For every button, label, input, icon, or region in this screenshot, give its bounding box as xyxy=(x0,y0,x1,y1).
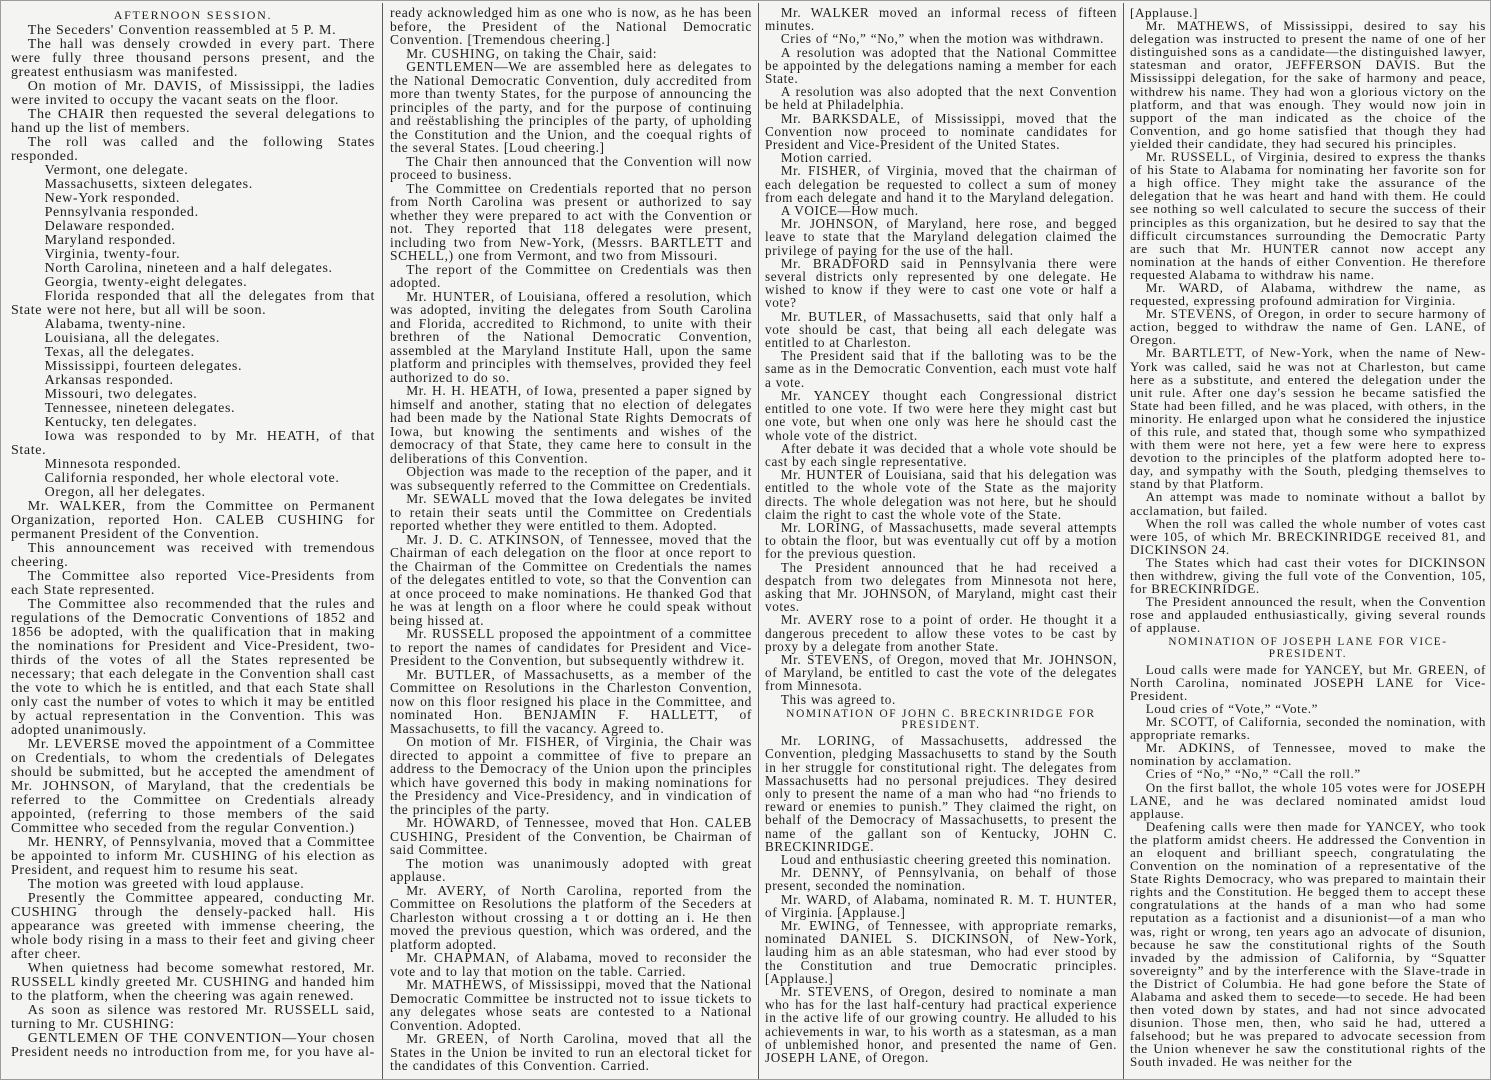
section-heading: NOMINATION OF JOHN C. BRECKINRIDGE FOR PRESIDENT. xyxy=(786,707,1096,731)
roll-call-item: Texas, all the delegates. xyxy=(44,345,195,361)
paragraph: An attempt was made to nominate without a ballot by acclamation, but failed. xyxy=(1130,489,1486,518)
paragraph: The motion was greeted with loud applause. xyxy=(27,877,305,893)
article-column-3 xyxy=(765,6,1117,1075)
roll-call-item: North Carolina, nineteen and a half delegates. xyxy=(44,261,333,277)
paragraph: Loud cries of “Vote,” “Vote.” xyxy=(1145,700,1319,716)
paragraph: The hall was densely crowded in every part. There were fully three thousand persons present, and the greatest enthusiasm was manifested. xyxy=(11,37,375,81)
paragraph: The Committee also recommended that the rules and regulations of the Democratic Conventions of 1852 and 1856 be adopted, with the qualification that in making the nominations for President and Vice-President, two-thirds of the votes of all the States represented be necessary; that each delegate in the Convention shall cast the vote to which he is entitled, and that each State shall only cast the number of votes to which it may be entitled by actual representation in the Convention. This was adopted unanimously. xyxy=(11,597,375,739)
roll-call-item: Iowa was responded to by Mr. HEATH, of that State. xyxy=(11,429,375,459)
paragraph: Loud and enthusiastic cheering greeted this nomination. xyxy=(780,851,1112,867)
paragraph: The President said that if the balloting was to be the same as in the Democratic Convention, each must vote half a vote. xyxy=(765,348,1117,390)
roll-call-item: New-York responded. xyxy=(44,191,180,207)
paragraph: On motion of Mr. FISHER, of Virginia, the Chair was directed to appoint a committee of five to prepare an address to the Democracy of the Union upon the principles which have governed this body in making nominations for the Presidency and Vice-Presidency, and in vindication of the principles of the party. xyxy=(390,734,752,817)
paragraph: The motion was unanimously adopted with great applause. xyxy=(390,855,752,884)
paragraph: A resolution was also adopted that the next Convention be held at Philadelphia. xyxy=(765,84,1117,113)
roll-call-item: Massachusetts, sixteen delegates. xyxy=(44,177,253,193)
paragraph: Mr. CUSHING, on taking the Chair, said: xyxy=(406,45,658,61)
paragraph: On the first ballot, the whole 105 votes were for JOSEPH LANE, and he was declared nominated amidst loud applause. xyxy=(1130,779,1486,821)
paragraph-continuation: ready acknowledged him as one who is now, as he has been before, the President of the National Democratic Convention. [Tremendous cheering.] xyxy=(390,6,752,47)
paragraph: Mr. MATHEWS, of Mississippi, desired to say his delegation was instructed to present the name of one of her distinguished sons as a candidate—the distinguished lawyer, statesman and orator, JEFFERSON DAVIS. But the Mississippi delegation, for the sake of harmony and peace, withdrew his name. They had won a glorious victory on the platform, and that was enough. They would now join in support of the man indicated as the choice of the Convention, and go home satisfied that though they had yielded their candidate, they had secured his principles. xyxy=(1130,18,1486,151)
paragraph: As soon as silence was restored Mr. RUSSELL said, turning to Mr. CUSHING: xyxy=(11,1003,375,1033)
roll-call-item: California responded, her whole electoral vote. xyxy=(44,471,340,487)
roll-call-item: Virginia, twenty-four. xyxy=(44,247,181,263)
paragraph: Mr. EWING, of Tennessee, with appropriate remarks, nominated DANIEL S. DICKINSON, of New-York, lauding him as an able statesman, who had ever stood by the Constitution and true Democratic principles. [Applause.] xyxy=(765,917,1117,986)
paragraph: The President announced the result, when the Convention rose and applauded enthusiastically, giving several rounds of applause. xyxy=(1130,594,1486,636)
paragraph: Mr. GREEN, of North Carolina, moved that all the States in the Union be invited to run an electoral ticket for the candidates of this Convention. Carried. xyxy=(390,1031,752,1073)
paragraph: On motion of Mr. DAVIS, of Mississippi, the ladies were invited to occupy the vacant seats on the floor. xyxy=(11,79,375,109)
paragraph: Mr. CHAPMAN, of Alabama, moved to reconsider the vote and to lay that motion on the table. Carried. xyxy=(390,950,752,979)
paragraph: Mr. YANCEY thought each Congressional district entitled to one vote. If two were here they might cast but one vote, but when one only was here he should cast the whole vote of the district. xyxy=(765,387,1117,443)
paragraph-continuation: [Applause.] xyxy=(1130,6,1198,20)
paragraph: The Chair then announced that the Convention will now proceed to business. xyxy=(390,153,752,182)
paragraph: Mr. JOHNSON, of Maryland, here rose, and begged leave to state that the Maryland delegation claimed the privilege of paying for the use of the hall. xyxy=(765,216,1117,258)
article-column-4 xyxy=(1130,6,1486,1075)
paragraph: GENTLEMEN—We are assembled here as delegates to the National Democratic Convention, duly accredited from more than twenty States, for the purpose of announcing the principles of the party, and for the purpose of continuing and reëstablishing the principles of the party, of upholding the Constitution and the Union, and the coequal rights of the several States. [Loud cheering.] xyxy=(390,59,752,155)
paragraph: Mr. BUTLER, of Massachusetts, said that only half a vote should be cast, that being all each delegate was entitled to at Charleston. xyxy=(765,308,1117,351)
paragraph: Mr. STEVENS, of Oregon, desired to nominate a man who has for the last half-century had practical experience in the active life of our growing country. He alluded to his achievements in war, to his worth as a statesman, as a man of unblemished honor, and presented the name of Gen. JOSEPH LANE, of Oregon. xyxy=(765,984,1117,1066)
paragraph: Mr. HENRY, of Pennsylvania, moved that a Committee be appointed to inform Mr. CUSHING of his election as President, and request him to resume his seat. xyxy=(11,835,375,879)
paragraph: Loud calls were made for YANCEY, but Mr. GREEN, of North Carolina, nominated JOSEPH LANE for Vice-President. xyxy=(1130,661,1486,703)
paragraph: Mr. STEVENS, of Oregon, moved that Mr. JOHNSON, of Maryland, be entitled to cast the vote of the delegates from Minnesota. xyxy=(765,651,1117,694)
paragraph: Mr. H. H. HEATH, of Iowa, presented a paper signed by himself and another, stating that no election of delegates had been made by the National State Rights Democrats of Iowa, but knowing the sentiments and wishes of the democracy of that State, they came here to consult in the deliberations of this Convention. xyxy=(390,383,752,466)
paragraph: Mr. LORING, of Massachusetts, addressed the Convention, pledging Massachusetts to stand by the South in her struggle for constitutional right. The delegates from Massachusetts had no personal prejudices. They desired only to present the name of a man who had “no friends to reward or enemies to punish.” They claimed the right, on behalf of the Democracy of Massachusetts, to present the name of the gallant son of Kentucky, JOHN C. BRECKINRIDGE. xyxy=(765,733,1117,854)
paragraph: Mr. WALKER, from the Committee on Permanent Organization, reported Hon. CALEB CUSHING for permanent President of the Convention. xyxy=(11,499,375,543)
roll-call-item: Kentucky, ten delegates. xyxy=(44,415,198,431)
paragraph: Mr. RUSSELL proposed the appointment of a committee to report the names of candidates for President and Vice-President to the Convention, but subsequently withdrew it. xyxy=(390,626,752,668)
article-column-2 xyxy=(390,6,752,1075)
column-rule xyxy=(382,3,383,1079)
paragraph: The President announced that he had received a despatch from two delegates from Minnesota not here, asking that Mr. JOHNSON, of Maryland, might cast their votes. xyxy=(765,559,1117,615)
roll-call-item: Arkansas responded. xyxy=(44,373,174,389)
column-rule xyxy=(1123,3,1124,1079)
paragraph: The States which had cast their votes for DICKINSON then withdrew, giving the full vote of the Convention, 105, for BRECKINRIDGE. xyxy=(1130,554,1486,597)
roll-call-item: Oregon, all her delegates. xyxy=(44,485,206,501)
roll-call-item: Pennsylvania responded. xyxy=(44,205,199,221)
paragraph: The report of the Committee on Credentials was then adopted. xyxy=(390,261,752,290)
roll-call-item: Maryland responded. xyxy=(44,233,176,249)
paragraph: Mr. SEWALL moved that the Iowa delegates be invited to retain their seats until the Committee on Credentials reported whether they were entitled to them. Adopted. xyxy=(390,491,752,533)
paragraph: Mr. WARD, of Alabama, withdrew the name, as requested, expressing profound admiration for Virginia. xyxy=(1130,279,1486,309)
paragraph: The Committee also reported Vice-Presidents from each State represented. xyxy=(11,569,375,599)
paragraph: The Seceders' Convention reassembled at 5 P. M. xyxy=(27,23,337,39)
paragraph: This was agreed to. xyxy=(780,691,896,707)
paragraph: Mr. HUNTER of Louisiana, said that his delegation was entitled to the whole vote of the State as the majority directs. The whole delegation was not here, but he should claim the right to cast the whole vote of the State. xyxy=(765,467,1117,522)
paragraph: Mr. ADKINS, of Tennessee, moved to make the nomination by acclamation. xyxy=(1130,740,1486,769)
paragraph: Mr. BUTLER, of Massachusetts, as a member of the Committee on Resolutions in the Charleston Convention, now on this floor resigned his place in the Committee, and nominated Hon. BENJAMIN F. HALLETT, of Massachusetts, to fill the vacancy. Agreed to. xyxy=(390,666,752,736)
paragraph: Mr. BARKSDALE, of Mississippi, moved that the Convention now proceed to nominate candidates for President and Vice-President of the United States. xyxy=(765,110,1117,153)
paragraph: Mr. LORING, of Massachusetts, made several attempts to obtain the floor, but was eventually cut off by a motion for the previous question. xyxy=(765,519,1117,562)
paragraph: A VOICE—How much. xyxy=(780,203,919,219)
roll-call-item: Tennessee, nineteen delegates. xyxy=(44,401,236,417)
paragraph: Mr. WARD, of Alabama, nominated R. M. T. HUNTER, of Virginia. [Applause.] xyxy=(765,891,1117,920)
paragraph: Cries of “No,” “No,” when the motion was withdrawn. xyxy=(780,31,1104,47)
roll-call-item: Alabama, twenty-nine. xyxy=(44,317,187,333)
paragraph: Mr. LEVERSE moved the appointment of a Committee on Credentials, to whom the credentials of Delegates should be submitted, but he accepted the amendment of Mr. JOHNSON, of Maryland, that the credentials be referred to the Committee on Credentials already appointed, (referring to those members of the said Committee who seceded from the regular Convention.) xyxy=(11,737,375,837)
paragraph: After debate it was decided that a whole vote should be cast by each single representative. xyxy=(765,440,1117,469)
paragraph: Mr. STEVENS, of Oregon, in order to secure harmony of action, begged to withdraw the name of Gen. LANE, of Oregon. xyxy=(1130,306,1486,348)
roll-call-item: Vermont, one delegate. xyxy=(44,163,189,179)
paragraph: Deafening calls were then made for YANCEY, who took the platform amidst cheers. He addressed the Convention in an eloquent and brilliant speech, congratulating the Convention on the nomination of a representative of the State Rights Democracy, who was prepared to maintain their rights and the Constitution. He begged them to accept these congratulations at the hands of a man who had some reputation as a factionist and a disunionist—of a man who was, right or wrong, ten years ago an advocate of disunion, because he saw the constitutional rights of the South invaded by the admission of California, by “Squatter sovereignty” and by the interference with the Slave-trade in the District of Columbia. He had gone before the State of Alabama and asked them to secede—to secede. He had been then voted down by states, and had not since advocated disunion. Those men, then, who said he had, uttered a falsehood; but he was prepared to advocate secession from the Union whenever he saw the constitutional rights of the South invaded. He was neither for the xyxy=(1130,818,1486,1070)
paragraph: Mr. MATHEWS, of Mississippi, moved that the National Democratic Committee be instructed not to issue tickets to any delegates whose seats are contested to a National Convention. Adopted. xyxy=(390,977,752,1033)
paragraph: When the roll was called the whole number of votes cast were 105, of which Mr. BRECKINRIDGE received 81, and DICKINSON 24. xyxy=(1130,515,1486,557)
paragraph: When quietness had become somewhat restored, Mr. RUSSELL kindly greeted Mr. CUSHING and handed him to the platform, when the cheering was again renewed. xyxy=(11,961,375,1005)
column-rule xyxy=(758,3,759,1079)
paragraph: Mr. BRADFORD said in Pennsylvania there were several districts only represented by one delegate. He wished to know if they were to cast one vote or half a vote? xyxy=(765,255,1117,311)
paragraph: Mr. FISHER, of Virginia, moved that the chairman of each delegation be requested to collect a sum of money from each delegate and hand it to the Maryland delegation. xyxy=(765,163,1117,205)
roll-call-item: Delaware responded. xyxy=(44,219,176,235)
article-column-1 xyxy=(11,6,375,1075)
paragraph: Mr. SCOTT, of California, seconded the nomination, with appropriate remarks. xyxy=(1130,714,1486,743)
paragraph: Cries of “No,” “No,” “Call the roll.” xyxy=(1145,766,1361,782)
section-heading: NOMINATION OF JOSEPH LANE FOR VICE-PRESIDENT. xyxy=(1168,636,1448,660)
paragraph: Motion carried. xyxy=(780,150,873,166)
paragraph: Mr. J. D. C. ATKINSON, of Tennessee, moved that the Chairman of each delegation on the floor at once report to the Chairman of the Committee on Credentials the names of the delegates entitled to vote, so that the Convention can at once proceed to make nominations. He thanked God that he was at length on a floor where he could speak without being hissed at. xyxy=(390,531,752,628)
paragraph: GENTLEMEN OF THE CONVENTION—Your chosen President needs no introduction from me, for you have al- xyxy=(11,1031,375,1061)
roll-call-item: Mississippi, fourteen delegates. xyxy=(44,359,243,375)
paragraph: A resolution was adopted that the National Committee be appointed by the delegations naming a member for each State. xyxy=(765,44,1117,87)
paragraph: The CHAIR then requested the several delegations to hand up the list of members. xyxy=(11,107,375,137)
paragraph: Objection was made to the reception of the paper, and it was subsequently referred to the Committee on Credentials. xyxy=(390,464,752,493)
paragraph: Mr. BARTLETT, of New-York, when the name of New-York was called, said he was not at Charleston, but came here as a substitute, and entered the delegation under the unit rule. After one day's session he became satisfied the State had been filled, and he was placed, with others, in the minority. He enlarged upon what he considered the injustice of this rule, and stated that, though some who sympathized with them were not here, yet a few were here to express devotion to the principles of the platform adopted here to-day, and sympathy with the South, pledging themselves to stand by that Platform. xyxy=(1130,345,1486,492)
paragraph: Mr. AVERY, of North Carolina, reported from the Committee on Resolutions the platform of the Seceders at Charleston without crossing a t or dotting an i. He then moved the previous question, which was ordered, and the platform adopted. xyxy=(390,882,752,952)
roll-call-item: Florida responded that all the delegates from that State were not here, but all will be soon. xyxy=(11,289,375,319)
roll-call-item: Minnesota responded. xyxy=(44,457,182,473)
paragraph: Presently the Committee appeared, conducting Mr. CUSHING through the densely-packed hall. His appearance was greeted with immense cheering, the whole body rising in a mass to their feet and giving cheer after cheer. xyxy=(11,891,375,963)
roll-call-item: Louisiana, all the delegates. xyxy=(44,331,221,347)
paragraph: Mr. DENNY, of Pennsylvania, on behalf of those present, seconded the nomination. xyxy=(765,865,1117,894)
paragraph: This announcement was received with tremendous cheering. xyxy=(11,541,375,571)
paragraph: Mr. HUNTER, of Louisiana, offered a resolution, which was adopted, inviting the delegates from South Carolina and Florida, accredited to Richmond, to unite with their brethren of the National Democratic Convention, assembled at the Maryland Institute Hall, upon the same platform and principles with themselves, provided they feel authorized to do so. xyxy=(390,288,752,385)
paragraph: The roll was called and the following States responded. xyxy=(11,135,375,165)
roll-call-item: Georgia, twenty-eight delegates. xyxy=(44,275,248,291)
paragraph: Mr. AVERY rose to a point of order. He thought it a dangerous precedent to allow these votes to be cast by proxy by a delegate from another State. xyxy=(765,612,1117,654)
roll-call-item: Missouri, two delegates. xyxy=(44,387,198,403)
section-heading: AFTERNOON SESSION. xyxy=(113,8,273,22)
paragraph: Mr. HOWARD, of Tennessee, moved that Hon. CALEB CUSHING, President of the Convention, be Chairman of said Committee. xyxy=(390,815,752,857)
paragraph: Mr. WALKER moved an informal recess of fifteen minutes. xyxy=(765,6,1117,34)
paragraph: Mr. RUSSELL, of Virginia, desired to express the thanks of his State to Alabama for nominating her favorite son for a high office. They might take the assurance of the delegation that he was heart and hand with them. He could see nothing so well calculated to secure the success of their principles as this organization, but he desired to say that the difficult circumstances surrounding the Democratic Party are such that Mr. HUNTER cannot now accept any nomination at the hands of either Convention. He therefore requested Alabama to withdraw his name. xyxy=(1130,149,1486,282)
paragraph: The Committee on Credentials reported that no person from North Carolina was present or authorized to say whether they were prepared to act with the Convention or not. They reported that 118 delegates were present, including two from New-York, (Messrs. BARTLETT and SCHELL,) one from Vermont, and two from Missouri. xyxy=(390,180,752,263)
